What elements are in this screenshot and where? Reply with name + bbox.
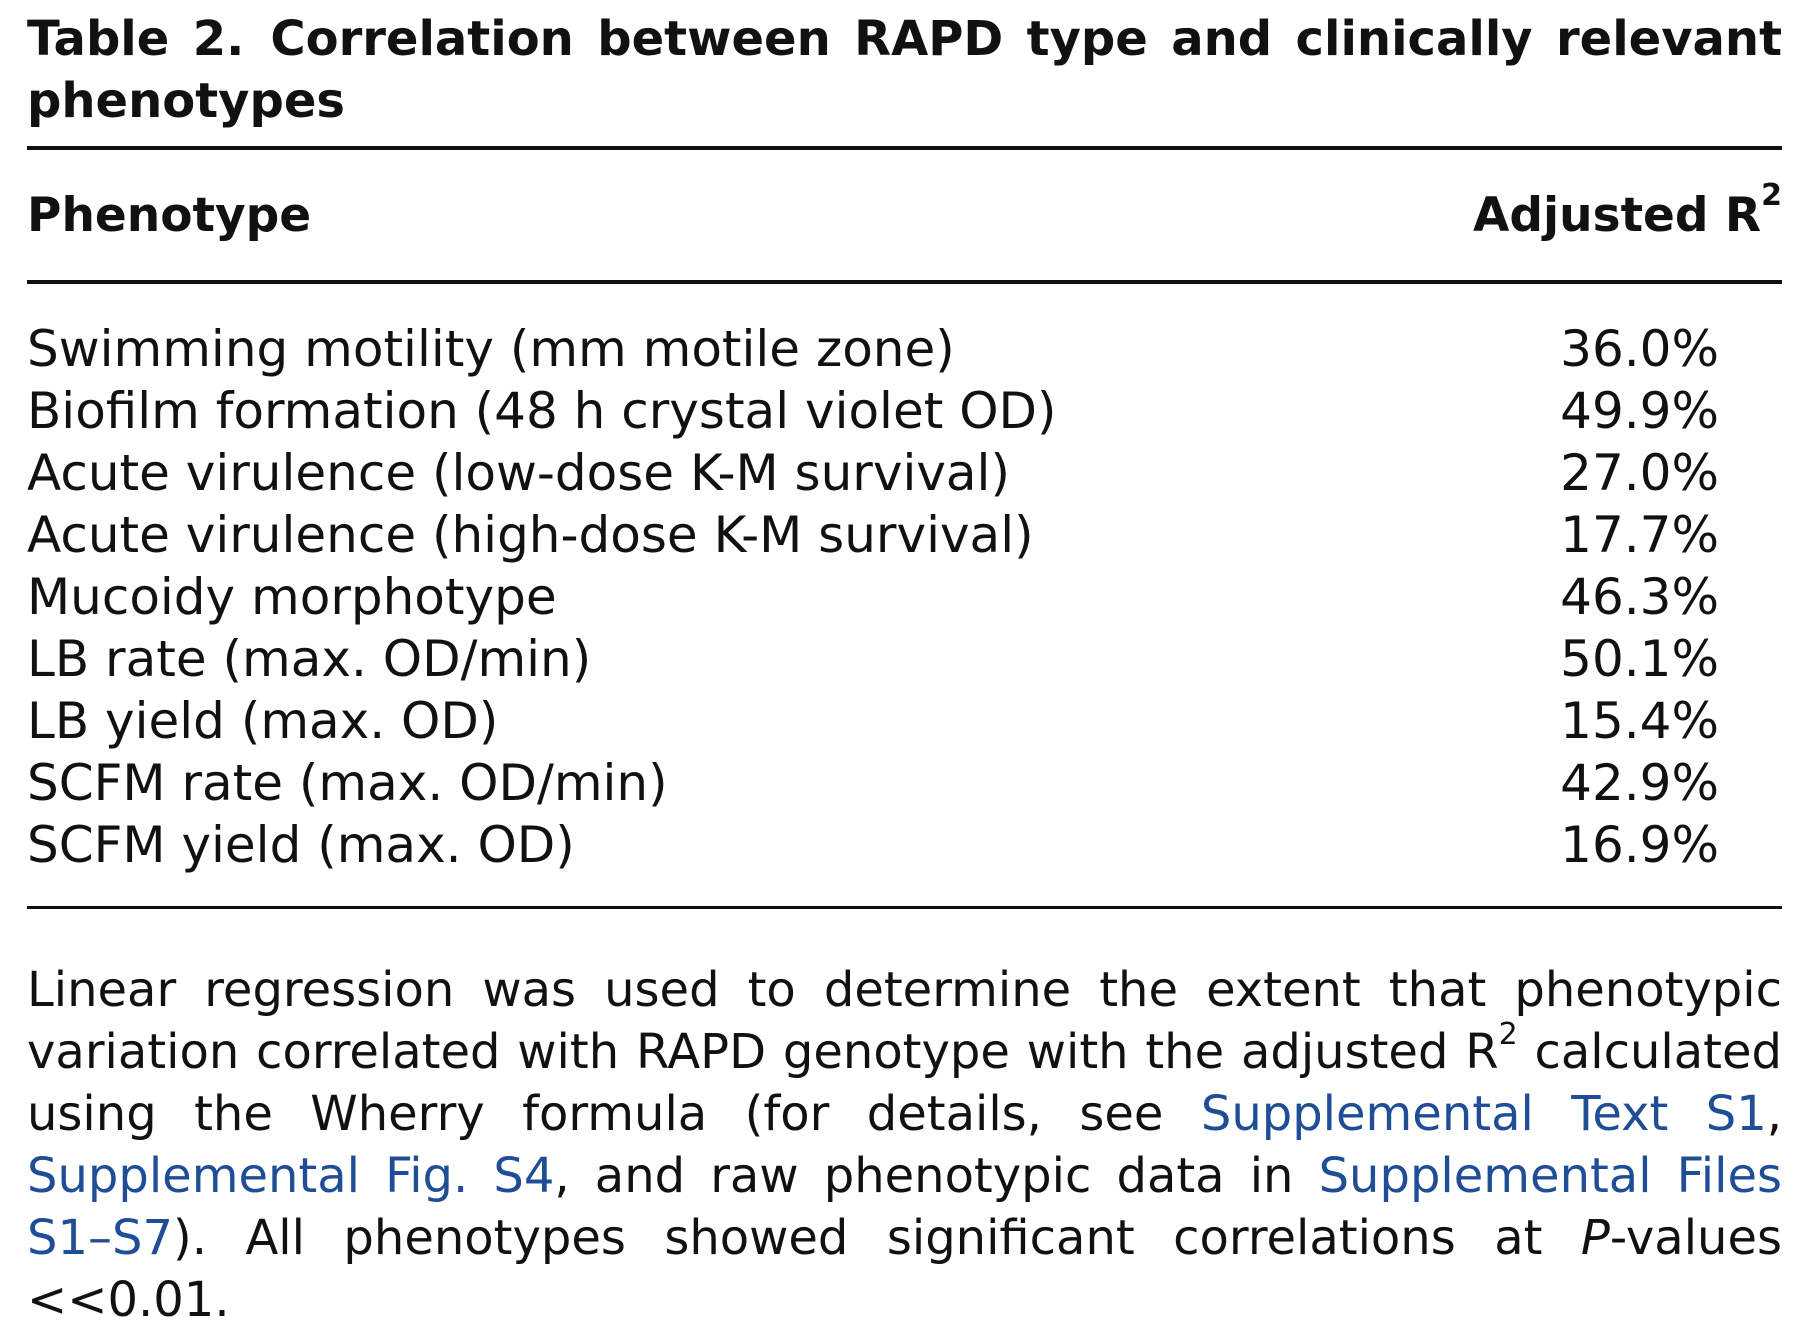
table-row: [27, 504, 1782, 566]
phenotype-cell: Biofilm formation (48 h crystal violet OD): [27, 382, 1057, 440]
phenotype-cell: Mucoidy morphotype: [27, 568, 557, 626]
footnote-text: -values <<0.01.: [27, 1210, 1782, 1328]
footnote-text: calculated using the Wherry formula (for details, see: [27, 1024, 1783, 1142]
phenotype-cell: SCFM yield (max. OD): [27, 816, 575, 874]
phenotype-cell: Acute virulence (high-dose K-M survival): [27, 506, 1034, 564]
table-row: [27, 752, 1782, 814]
table-header: [27, 150, 1782, 280]
table-row: [27, 442, 1782, 504]
table-footnote: [27, 959, 1782, 1331]
column-header-adjusted-r2-text: Adjusted R: [1473, 187, 1762, 243]
table-row: [27, 380, 1782, 442]
table-label: Table 2.: [27, 11, 245, 67]
adjusted-r2-cell: 36.0%: [1560, 320, 1719, 378]
phenotype-cell: LB yield (max. OD): [27, 692, 499, 750]
table-caption: [27, 8, 1782, 132]
adjusted-r2-cell: 15.4%: [1560, 692, 1719, 750]
table-row: [27, 690, 1782, 752]
footnote-text: ). All phenotypes showed significant correlations at: [173, 1210, 1581, 1266]
adjusted-r2-cell: 16.9%: [1560, 816, 1719, 874]
phenotype-cell: Swimming motility (mm motile zone): [27, 320, 955, 378]
table-row: [27, 566, 1782, 628]
superscript-2: 2: [1761, 177, 1782, 213]
adjusted-r2-cell: 50.1%: [1560, 630, 1719, 688]
footnote-text: ,: [1766, 1086, 1783, 1142]
link-supplemental-text-s1[interactable]: Supplemental Text S1: [1200, 1086, 1767, 1142]
table-title: Correlation between RAPD type and clinically relevant phenotypes: [27, 11, 1783, 129]
p-value-symbol: P: [1580, 1210, 1610, 1266]
phenotype-cell: LB rate (max. OD/min): [27, 630, 592, 688]
adjusted-r2-cell: 17.7%: [1560, 506, 1719, 564]
phenotype-table: [27, 318, 1782, 876]
phenotype-cell: SCFM rate (max. OD/min): [27, 754, 668, 812]
link-supplemental-fig-s4[interactable]: Supplemental Fig. S4: [27, 1148, 555, 1204]
adjusted-r2-cell: 42.9%: [1560, 754, 1719, 812]
table-figure: [27, 8, 1782, 1331]
bottom-rule: [27, 906, 1782, 909]
table-row: [27, 628, 1782, 690]
column-header-adjusted-r2: [1473, 177, 1782, 243]
footnote-text: Linear regression was used to determine the extent that phenotypic variation correlated with RAPD genotype with the adjusted R: [27, 962, 1782, 1080]
table-row: [27, 318, 1782, 380]
adjusted-r2-cell: 46.3%: [1560, 568, 1719, 626]
adjusted-r2-cell: 27.0%: [1560, 444, 1719, 502]
superscript-2: 2: [1498, 1017, 1518, 1052]
column-header-phenotype: Phenotype: [27, 187, 312, 243]
phenotype-cell: Acute virulence (low-dose K-M survival): [27, 444, 1010, 502]
footnote-text: , and raw phenotypic data in: [554, 1148, 1319, 1204]
header-rule: [27, 280, 1782, 284]
table-row: [27, 814, 1782, 876]
adjusted-r2-cell: 49.9%: [1560, 382, 1719, 440]
link-supplemental-files-s1-s7[interactable]: Supplemental Files S1–S7: [27, 1148, 1782, 1266]
